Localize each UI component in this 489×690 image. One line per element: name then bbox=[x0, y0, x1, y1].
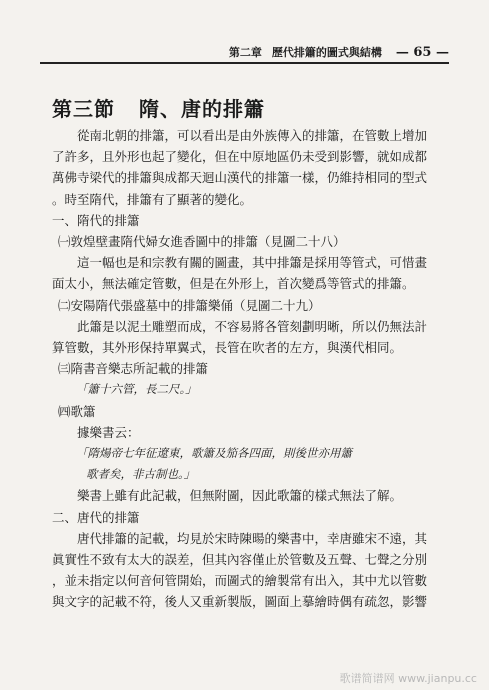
paragraph-line: 唐代排簫的記載，均見於宋時陳暘的樂書中，幸唐雖宋不遠，其 bbox=[77, 530, 428, 546]
intro-line: 。時至隋代，排簫有了顯著的變化。 bbox=[52, 191, 253, 207]
subheading-suishu: ㈢隋書音樂志所記載的排簫 bbox=[58, 361, 209, 377]
site-watermark: 歌谱简谱网 www.jianpu.cc bbox=[339, 672, 477, 685]
chapter-label: 第二章 bbox=[228, 46, 262, 59]
heading-sui: 一、隋代的排簫 bbox=[52, 212, 140, 228]
running-header bbox=[40, 40, 449, 64]
subheading-anyang: ㈡安陽隋代張盛墓中的排簫樂俑（見圖二十九） bbox=[58, 297, 321, 313]
paragraph-line: ，並未指定以何音何管開始，而圖式的繪製常有出入，其中尤以管數 bbox=[52, 573, 428, 589]
intro-line: 從南北朝的排簫，可以看出是由外族傳入的排簫，在管數上增加 bbox=[77, 128, 428, 143]
intro-line: 萬佛寺梁代的排簫與成都天迴山漢代的排簫一樣，仍維持相同的型式 bbox=[52, 170, 428, 186]
intro-line: 了許多，且外形也起了變化，但在中原地區仍未受到影響，就如成都 bbox=[52, 149, 428, 165]
subheading-gexiao: ㈣歌簫 bbox=[58, 403, 96, 419]
quotation: 「簫十六管，長二尺。」 bbox=[76, 382, 197, 397]
section-name: 隋、唐的排簫 bbox=[139, 97, 265, 121]
chapter-title: 歷代排簫的圖式與結構 bbox=[271, 46, 382, 59]
heading-tang: 二、唐代的排簫 bbox=[52, 509, 140, 525]
paragraph-line: 與文字的記載不符，後人又重新製版，圖面上摹繪時偶有疏忽，影響 bbox=[52, 594, 428, 610]
subheading-dunhuang: ㈠敦煌壁畫隋代婦女進香圖中的排簫（見圖二十八） bbox=[58, 234, 346, 250]
paragraph-line: 樂書上雖有此記載，但無附圖，因此歌簫的樣式無法了解。 bbox=[77, 488, 403, 504]
body-text bbox=[52, 125, 440, 613]
quotation-line: 「隋煬帝七年征遼東，歌簫及笳各四面，則後世亦用簫 bbox=[76, 446, 352, 461]
paragraph-line: 算管數，其外形保持單翼式，長管在吹者的左方，與漢代相同。 bbox=[52, 340, 403, 356]
paragraph-line: 面太小，無法確定管數，但是在外形上，首次變爲等管式的排簫。 bbox=[52, 276, 415, 292]
section-title bbox=[52, 93, 265, 122]
quotation-line: 歌者矣，非古制也。」 bbox=[86, 467, 196, 482]
quote-lead: 據樂書云： bbox=[77, 424, 140, 440]
page-number: — 65 — bbox=[395, 45, 449, 60]
paragraph-line: 此簫是以泥土雕塑而成，不容易將各管刻劃明晰，所以仍無法計 bbox=[77, 318, 428, 334]
paragraph-line: 眞實性不致有太大的誤差，但其內容僅止於管數及五聲、七聲之分別 bbox=[52, 552, 428, 568]
section-number: 第三節 bbox=[52, 97, 115, 121]
paragraph-line: 這一幅也是和宗教有關的圖畫，其中排簫是採用等管式，可惜畫 bbox=[77, 255, 428, 271]
